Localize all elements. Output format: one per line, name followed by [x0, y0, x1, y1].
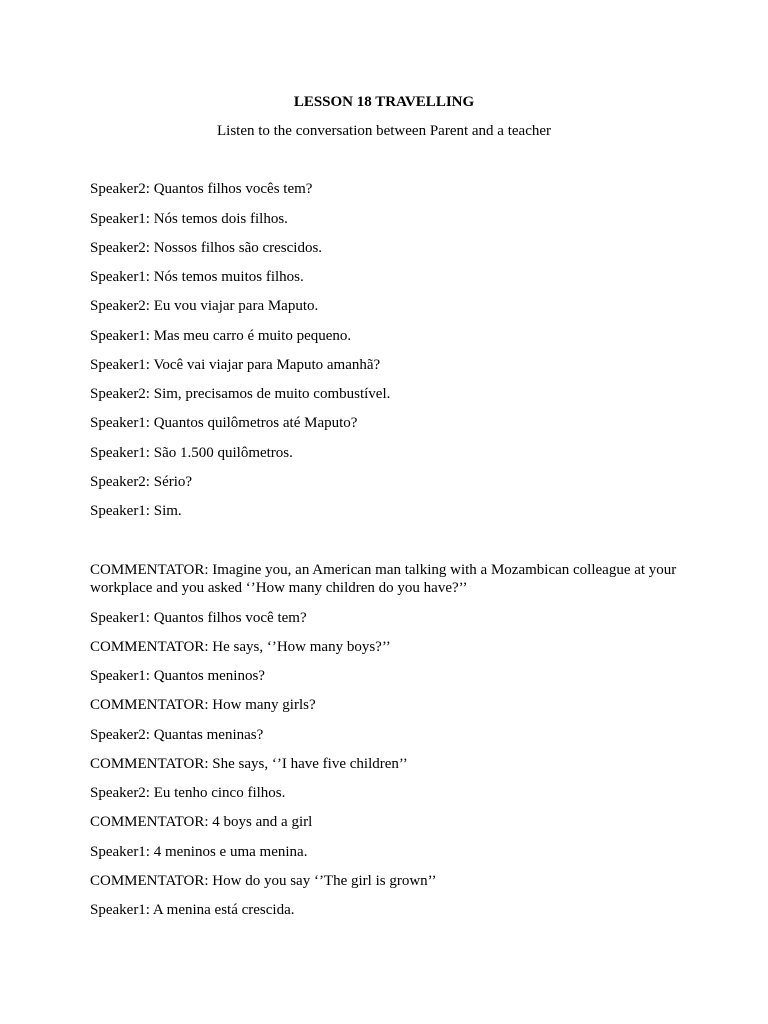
dialogue-line: Speaker2: Sério? [90, 474, 193, 490]
dialogue-line: COMMENTATOR: He says, ‘’How many boys?’’ [90, 639, 391, 655]
dialogue-line: COMMENTATOR: 4 boys and a girl [90, 814, 313, 830]
dialogue-line: Speaker1: São 1.500 quilômetros. [90, 445, 293, 461]
dialogue-line: Speaker1: Mas meu carro é muito pequeno. [90, 328, 352, 344]
dialogue-line: Speaker2: Sim, precisamos de muito combustível. [90, 386, 391, 402]
commentary-paragraph: COMMENTATOR: Imagine you, an American man talking with a Mozambican colleague at your workplace and you asked ‘’How many children do you have?’’ [90, 562, 677, 596]
lesson-subtitle: Listen to the conversation between Parent and a teacher [216, 123, 552, 139]
dialogue-line: Speaker1: Nós temos muitos filhos. [90, 269, 304, 285]
dialogue-line: Speaker1: Sim. [90, 503, 182, 519]
dialogue-line: Speaker1: Você vai viajar para Maputo amanhã? [90, 357, 381, 373]
dialogue-line: Speaker2: Eu tenho cinco filhos. [90, 785, 286, 801]
dialogue-line: Speaker1: Quantos filhos você tem? [90, 610, 307, 626]
dialogue-line: Speaker2: Eu vou viajar para Maputo. [90, 298, 319, 314]
dialogue-line: Speaker2: Quantas meninas? [90, 727, 264, 743]
dialogue-line: Speaker1: Quantos quilômetros até Maputo? [90, 415, 358, 431]
dialogue-line: Speaker1: A menina está crescida. [90, 902, 295, 918]
dialogue-line: Speaker2: Quantos filhos vocês tem? [90, 181, 313, 197]
dialogue-line: Speaker1: 4 meninos e uma menina. [90, 844, 308, 860]
dialogue-line: COMMENTATOR: How many girls? [90, 697, 316, 713]
dialogue-line: Speaker2: Nossos filhos são crescidos. [90, 240, 323, 256]
dialogue-line: COMMENTATOR: She says, ‘’I have five children’’ [90, 756, 408, 772]
dialogue-line: Speaker1: Quantos meninos? [90, 668, 265, 684]
dialogue-line: Speaker1: Nós temos dois filhos. [90, 211, 288, 227]
lesson-title: LESSON 18 TRAVELLING [293, 94, 475, 110]
dialogue-line: COMMENTATOR: How do you say ‘’The girl is grown’’ [90, 873, 437, 889]
